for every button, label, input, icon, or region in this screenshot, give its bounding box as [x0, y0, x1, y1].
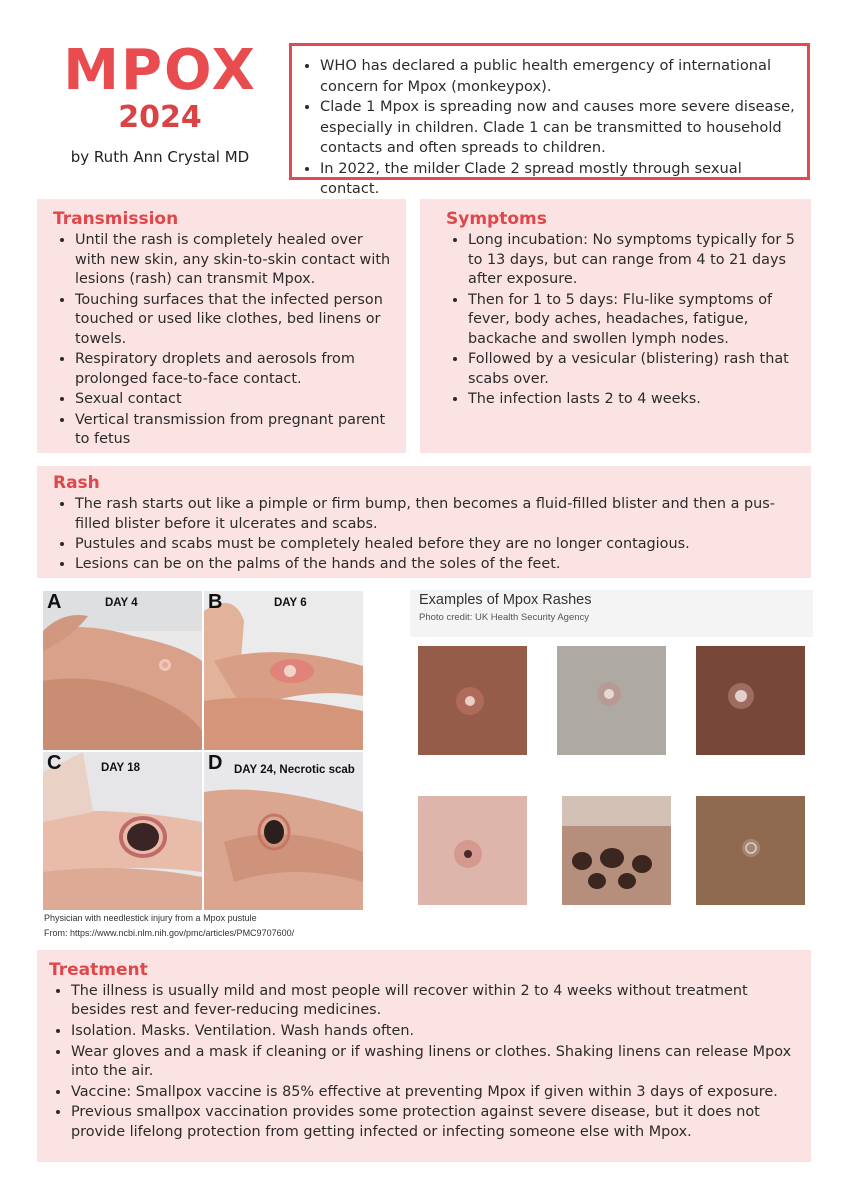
transmission-item: • Vertical transmission from pregnant parent to fetus: [75, 411, 396, 450]
treatment-item: • Wear gloves and a mask if cleaning or if washing linens or clothes. Shaking linens can release Mpox into the air.: [71, 1043, 801, 1082]
rash-image: [557, 646, 666, 755]
author-byline: by Ruth Ann Crystal MD: [70, 148, 250, 166]
who-item: • In 2022, the milder Clade 2 spread mostly through sexual contact.: [320, 159, 797, 200]
examples-title: Examples of Mpox Rashes: [419, 592, 592, 608]
panel-day-label: DAY 4: [105, 597, 138, 609]
treatment-item: • Previous smallpox vaccination provides some protection against severe disease, but it does not provide lifelong protection from getting infected or infecting someone else with Mpox.: [71, 1103, 801, 1142]
transmission-item: • Respiratory droplets and aerosols from prolonged face-to-face contact.: [75, 350, 396, 389]
rash-item: • Pustules and scabs must be completely healed before they are no longer contagious.: [75, 535, 801, 555]
photo-day-24: [204, 752, 363, 910]
rash-example-6: [696, 796, 805, 905]
treatment-item: • Vaccine: Smallpox vaccine is 85% effective at preventing Mpox if given within 3 days of exposure.: [71, 1083, 801, 1102]
rash-example-5: [562, 796, 671, 905]
examples-credit: Photo credit: UK Health Security Agency: [419, 612, 590, 623]
symptoms-heading: Symptoms: [446, 209, 547, 229]
who-list: [298, 56, 797, 200]
rash-panel: [37, 466, 811, 578]
transmission-item: • Sexual contact: [75, 390, 396, 410]
hand-photo-c: [43, 752, 202, 910]
photo-day-4: [43, 591, 202, 750]
treatment-panel: [37, 950, 811, 1162]
transmission-item: • Touching surfaces that the infected person touched or used like clothes, bed linens or towels.: [75, 291, 396, 350]
who-item: • WHO has declared a public health emergency of international concern for Mpox (monkeypox).: [320, 56, 797, 97]
panel-letter: B: [208, 591, 223, 613]
rash-image: [418, 796, 527, 905]
treatment-item: • Isolation. Masks. Ventilation. Wash hands often.: [71, 1022, 801, 1041]
panel-day-label: DAY 24, Necrotic scab: [234, 764, 355, 776]
rash-image: [562, 796, 671, 905]
photo-source: From: https://www.ncbi.nlm.nih.gov/pmc/articles/PMC9707600/: [44, 928, 295, 938]
panel-letter: A: [47, 591, 62, 613]
photo-caption: Physician with needlestick injury from a Mpox pustule: [44, 913, 257, 923]
symptoms-list: [446, 231, 801, 410]
rash-example-1: [418, 646, 527, 755]
rash-item: • Lesions can be on the palms of the hands and the soles of the feet.: [75, 555, 801, 575]
rash-item: • The rash starts out like a pimple or firm bump, then becomes a fluid-filled blister and then a pus-filled blister before it ulcerates and scabs.: [75, 495, 801, 534]
panel-letter: D: [208, 752, 223, 774]
symptoms-panel: [420, 199, 811, 453]
who-announcement-box: [289, 43, 810, 197]
rash-image: [696, 646, 805, 755]
symptoms-item: • The infection lasts 2 to 4 weeks.: [468, 390, 801, 410]
rash-image: [696, 796, 805, 905]
transmission-panel: [37, 199, 406, 453]
rash-image: [418, 646, 527, 755]
title-block: [40, 40, 280, 166]
page-title: MPOX: [63, 38, 257, 103]
photo-day-6: [204, 591, 363, 750]
panel-day-label: DAY 6: [274, 597, 307, 609]
rash-list: [53, 495, 801, 575]
rash-heading: Rash: [53, 473, 100, 493]
symptoms-item: • Followed by a vesicular (blistering) rash that scabs over.: [468, 350, 801, 389]
page-year: 2024: [118, 100, 202, 135]
rash-example-2: [557, 646, 666, 755]
symptoms-item: • Then for 1 to 5 days: Flu-like symptoms of fever, body aches, headaches, fatigue, backache and swollen lymph nodes.: [468, 291, 801, 350]
photo-day-18: [43, 752, 202, 910]
rash-example-4: [418, 796, 527, 905]
treatment-heading: Treatment: [49, 960, 148, 980]
rash-example-3: [696, 646, 805, 755]
treatment-item: • The illness is usually mild and most people will recover within 2 to 4 weeks without treatment besides rest and fever-reducing medicines.: [71, 982, 801, 1021]
transmission-heading: Transmission: [53, 209, 179, 229]
treatment-list: [49, 982, 801, 1142]
symptoms-item: • Long incubation: No symptoms typically for 5 to 13 days, but can range from 4 to 21 days after exposure.: [468, 231, 801, 290]
hand-photo-b: [204, 591, 363, 750]
transmission-list: [53, 231, 396, 450]
hand-photo-a: [43, 591, 202, 750]
panel-letter: C: [47, 752, 62, 774]
panel-day-label: DAY 18: [101, 762, 141, 774]
transmission-item: • Until the rash is completely healed over with new skin, any skin-to-skin contact with lesions (rash) can transmit Mpox.: [75, 231, 396, 290]
who-item: • Clade 1 Mpox is spreading now and causes more severe disease, especially in children. Clade 1 can be transmitted to household contacts and often spreads to children.: [320, 97, 797, 159]
